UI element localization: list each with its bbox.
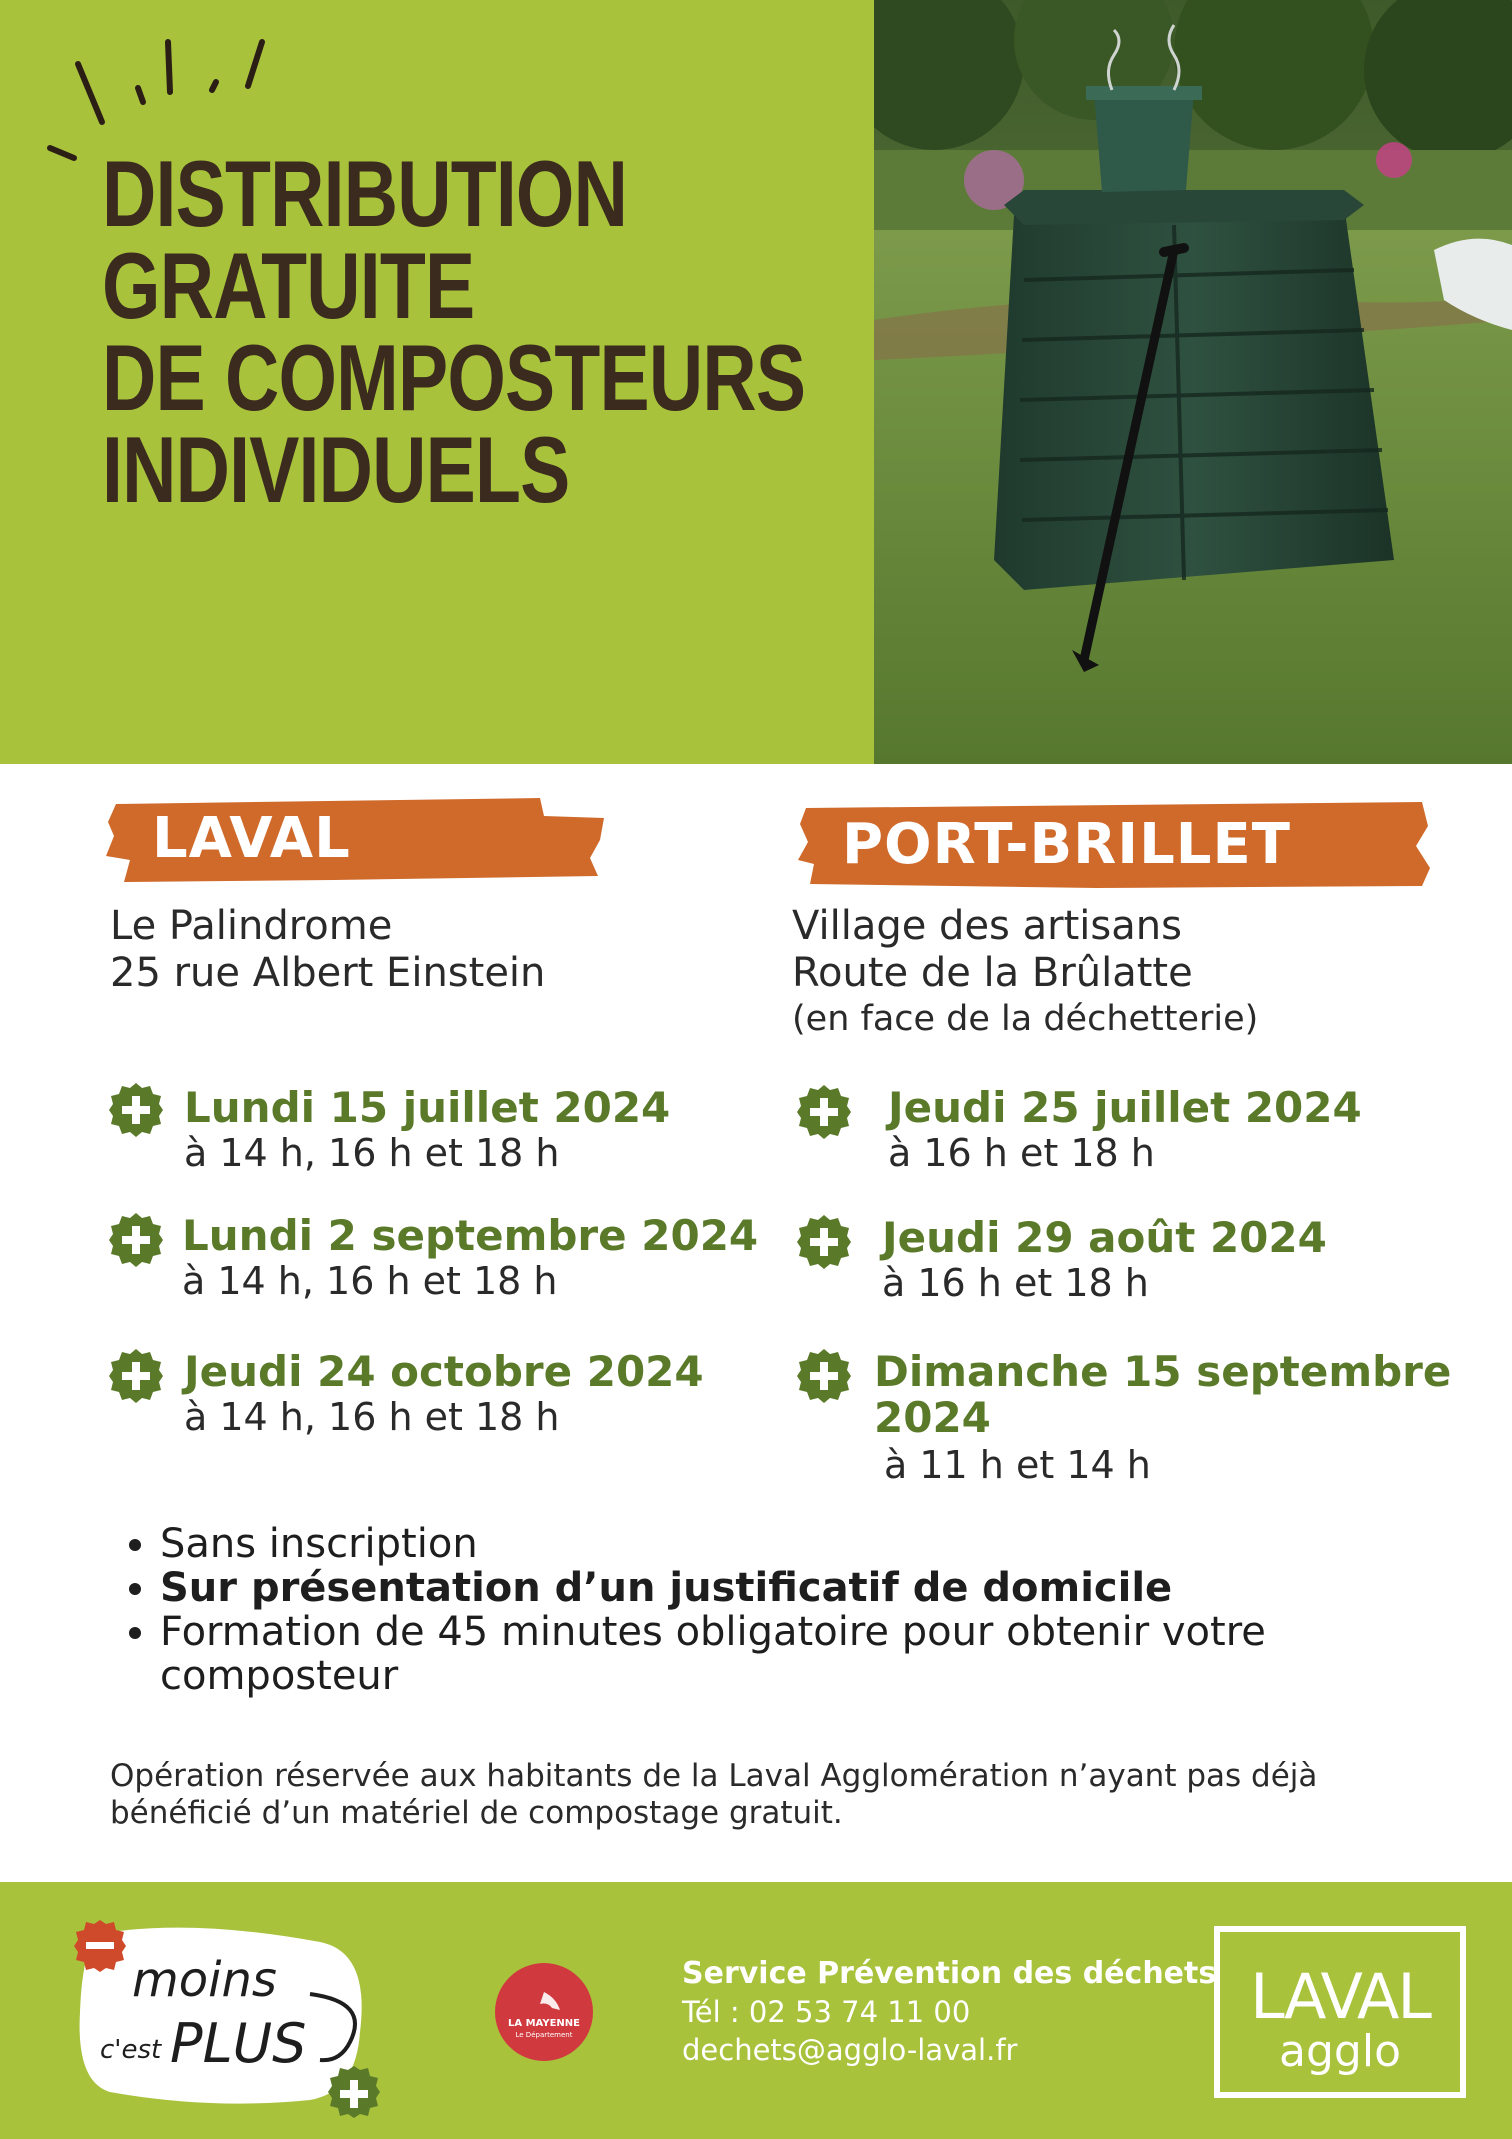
plus-badge-icon bbox=[796, 1084, 852, 1140]
title-line: INDIVIDUELS bbox=[102, 417, 570, 522]
email-link[interactable]: dechets@agglo-laval.fr bbox=[682, 2033, 1018, 2067]
logo-text: c'est bbox=[100, 2035, 162, 2065]
hero-panel bbox=[0, 0, 874, 764]
event-times: à 14 h, 16 h et 18 h bbox=[184, 1395, 560, 1439]
address-line: Le Palindrome bbox=[110, 903, 393, 949]
event-date: Lundi 15 juillet 2024 bbox=[184, 1083, 671, 1132]
event-date: Lundi 2 septembre 2024 bbox=[182, 1211, 759, 1260]
plus-badge-icon bbox=[108, 1212, 164, 1268]
service-name: Service Prévention des déchets bbox=[682, 1956, 1217, 1991]
logo-text: LA MAYENNE bbox=[508, 2018, 580, 2029]
address-note: (en face de la déchetterie) bbox=[792, 999, 1259, 1039]
phone-number[interactable]: Tél : 02 53 74 11 00 bbox=[682, 1995, 971, 2029]
event-date: 2024 bbox=[874, 1393, 991, 1442]
address-line: Village des artisans bbox=[792, 903, 1182, 949]
event-date: Jeudi 24 octobre 2024 bbox=[184, 1347, 704, 1396]
logo-text: LAVAL bbox=[1250, 1960, 1430, 2033]
address-laval bbox=[110, 903, 545, 997]
logo-laval-agglo bbox=[1214, 1926, 1466, 2098]
eligibility-note: Opération réservée aux habitants de la Laval Agglomération n’ayant pas déjà bénéficié d’un matériel de compostage gratuit. bbox=[110, 1758, 1318, 1831]
list-item: • Sans inscription bbox=[160, 1522, 1460, 1566]
contact-block bbox=[682, 1955, 1216, 2069]
plus-badge-icon bbox=[108, 1082, 164, 1138]
plus-badge-icon bbox=[796, 1348, 852, 1404]
logo-text: agglo bbox=[1279, 2026, 1401, 2077]
event-times: à 14 h, 16 h et 18 h bbox=[182, 1259, 558, 1303]
la-mayenne-logo-icon bbox=[494, 1962, 594, 2062]
title-line: GRATUITE bbox=[102, 233, 475, 338]
event-times: à 14 h, 16 h et 18 h bbox=[184, 1131, 560, 1175]
location-name: PORT-BRILLET bbox=[842, 812, 1291, 877]
address-line: Route de la Brûlatte bbox=[792, 950, 1193, 996]
composter-photo bbox=[874, 0, 1512, 764]
list-item: • Formation de 45 minutes obligatoire pour obtenir votre composteur bbox=[160, 1610, 1460, 1698]
event-times: à 11 h et 14 h bbox=[884, 1443, 1151, 1487]
logo-text: moins bbox=[132, 1952, 277, 2008]
address-port-brillet bbox=[792, 903, 1258, 1042]
logo-text: PLUS bbox=[170, 2012, 307, 2075]
moins-cest-plus-logo-icon bbox=[70, 1912, 390, 2122]
address-line: 25 rue Albert Einstein bbox=[110, 950, 546, 996]
location-name: LAVAL bbox=[152, 806, 351, 871]
title-line: DISTRIBUTION bbox=[102, 141, 628, 246]
conditions-list bbox=[110, 1522, 1460, 1698]
event-date: Jeudi 29 août 2024 bbox=[882, 1213, 1327, 1262]
logo-text: Le Département bbox=[515, 2031, 573, 2039]
plus-badge-icon bbox=[796, 1214, 852, 1270]
list-item: • Sur présentation d’un justificatif de domicile bbox=[160, 1566, 1460, 1610]
logo-la-mayenne bbox=[494, 1962, 594, 2062]
event-times: à 16 h et 18 h bbox=[888, 1131, 1155, 1175]
location-banner-port-brillet bbox=[796, 802, 1432, 888]
event-date: Jeudi 25 juillet 2024 bbox=[888, 1083, 1362, 1132]
title-line: DE COMPOSTEURS bbox=[102, 325, 806, 430]
plus-badge-icon bbox=[108, 1348, 164, 1404]
laval-agglo-logo-icon bbox=[1214, 1926, 1466, 2098]
logo-moins-cest-plus bbox=[70, 1912, 390, 2122]
event-times: à 16 h et 18 h bbox=[882, 1261, 1149, 1305]
page-title bbox=[102, 141, 806, 522]
event-date: Dimanche 15 septembre bbox=[874, 1347, 1452, 1396]
location-banner-laval bbox=[104, 796, 604, 882]
